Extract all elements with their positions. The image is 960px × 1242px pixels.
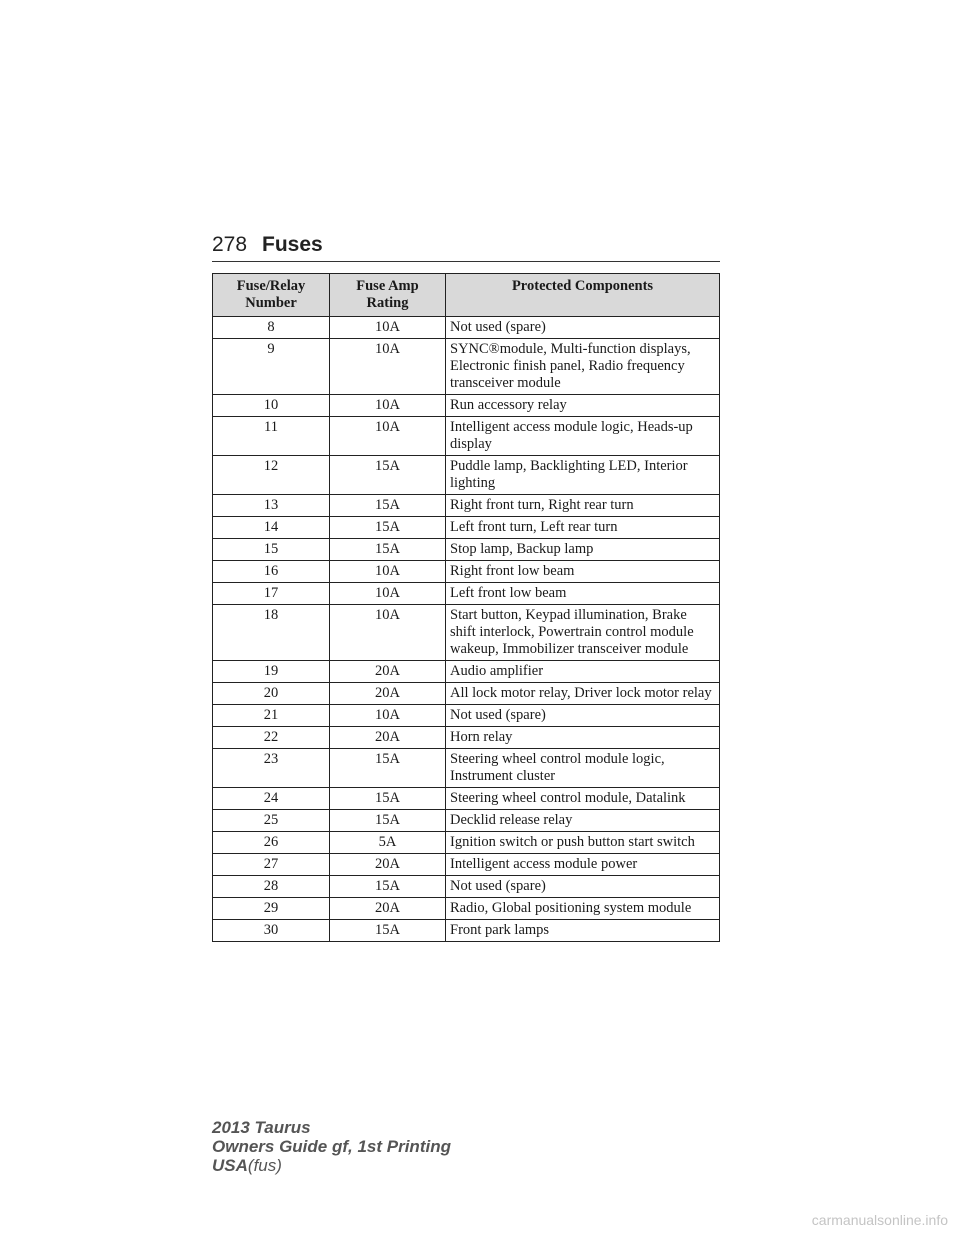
fuse-number-cell: 16 — [213, 561, 330, 583]
fuse-number-cell: 23 — [213, 749, 330, 788]
protected-components-cell: Intelligent access module logic, Heads-up display — [446, 417, 720, 456]
table-row — [213, 495, 720, 517]
fuse-table — [212, 273, 720, 942]
fuse-number-cell: 21 — [213, 705, 330, 727]
table-row — [213, 517, 720, 539]
table-row — [213, 832, 720, 854]
footer-region — [212, 1156, 451, 1175]
section-title: Fuses — [262, 233, 323, 256]
fuse-amp-cell: 20A — [330, 854, 446, 876]
table-row — [213, 605, 720, 661]
protected-components-cell: Steering wheel control module logic, Instrument cluster — [446, 749, 720, 788]
fuse-number-cell: 27 — [213, 854, 330, 876]
table-row — [213, 583, 720, 605]
fuse-amp-cell: 15A — [330, 876, 446, 898]
table-row — [213, 810, 720, 832]
table-row — [213, 727, 720, 749]
table-row — [213, 561, 720, 583]
fuse-number-cell: 20 — [213, 683, 330, 705]
table-row — [213, 705, 720, 727]
table-row — [213, 456, 720, 495]
protected-components-cell: Steering wheel control module, Datalink — [446, 788, 720, 810]
fuse-number-cell: 28 — [213, 876, 330, 898]
fuse-amp-cell: 5A — [330, 832, 446, 854]
fuse-number-cell: 12 — [213, 456, 330, 495]
table-row — [213, 749, 720, 788]
fuse-table-body — [213, 317, 720, 942]
table-header-row — [213, 274, 720, 317]
footer-region-main: USA — [212, 1156, 248, 1175]
footer-guide: Owners Guide gf, 1st Printing — [212, 1137, 451, 1156]
table-row — [213, 898, 720, 920]
fuse-amp-cell: 15A — [330, 788, 446, 810]
fuse-number-cell: 17 — [213, 583, 330, 605]
page-header — [212, 233, 720, 262]
protected-components-cell: Left front turn, Left rear turn — [446, 517, 720, 539]
table-row — [213, 339, 720, 395]
protected-components-cell: Not used (spare) — [446, 317, 720, 339]
fuse-amp-cell: 10A — [330, 339, 446, 395]
protected-components-cell: Ignition switch or push button start switch — [446, 832, 720, 854]
table-row — [213, 854, 720, 876]
fuse-amp-cell: 15A — [330, 495, 446, 517]
fuse-amp-cell: 20A — [330, 898, 446, 920]
page-number: 278 — [212, 233, 248, 256]
fuse-number-cell: 18 — [213, 605, 330, 661]
table-row — [213, 417, 720, 456]
fuse-amp-cell: 15A — [330, 539, 446, 561]
fuse-amp-cell: 20A — [330, 683, 446, 705]
protected-components-cell: SYNC®module, Multi-function displays, Electronic finish panel, Radio frequency transceiver module — [446, 339, 720, 395]
fuse-number-cell: 15 — [213, 539, 330, 561]
protected-components-cell: Intelligent access module power — [446, 854, 720, 876]
fuse-amp-cell: 10A — [330, 417, 446, 456]
protected-components-cell: Start button, Keypad illumination, Brake shift interlock, Powertrain control module wakeup, Immobilizer transceiver module — [446, 605, 720, 661]
fuse-number-cell: 8 — [213, 317, 330, 339]
fuse-amp-cell: 15A — [330, 456, 446, 495]
fuse-number-cell: 25 — [213, 810, 330, 832]
fuse-amp-cell: 10A — [330, 395, 446, 417]
table-row — [213, 661, 720, 683]
table-row — [213, 395, 720, 417]
table-row — [213, 920, 720, 942]
fuse-number-cell: 29 — [213, 898, 330, 920]
protected-components-cell: Stop lamp, Backup lamp — [446, 539, 720, 561]
protected-components-cell: Left front low beam — [446, 583, 720, 605]
fuse-amp-cell: 10A — [330, 705, 446, 727]
protected-components-cell: Not used (spare) — [446, 876, 720, 898]
fuse-number-cell: 13 — [213, 495, 330, 517]
footer-model: 2013 Taurus — [212, 1118, 311, 1137]
fuse-amp-cell: 20A — [330, 727, 446, 749]
fuse-amp-cell: 15A — [330, 920, 446, 942]
protected-components-cell: Puddle lamp, Backlighting LED, Interior lighting — [446, 456, 720, 495]
fuse-number-cell: 11 — [213, 417, 330, 456]
fuse-number-cell: 10 — [213, 395, 330, 417]
fuse-amp-cell: 15A — [330, 517, 446, 539]
fuse-amp-cell: 10A — [330, 605, 446, 661]
fuse-number-cell: 19 — [213, 661, 330, 683]
fuse-amp-cell: 20A — [330, 661, 446, 683]
protected-components-cell: All lock motor relay, Driver lock motor relay — [446, 683, 720, 705]
protected-components-cell: Front park lamps — [446, 920, 720, 942]
table-row — [213, 317, 720, 339]
footer-region-suffix: (fus) — [247, 1156, 282, 1175]
fuse-number-cell: 22 — [213, 727, 330, 749]
protected-components-cell: Audio amplifier — [446, 661, 720, 683]
fuse-amp-cell: 15A — [330, 810, 446, 832]
table-row — [213, 683, 720, 705]
protected-components-cell: Right front low beam — [446, 561, 720, 583]
fuse-number-cell: 14 — [213, 517, 330, 539]
header-fuse-relay-number: Fuse/Relay Number — [213, 274, 330, 317]
fuse-amp-cell: 10A — [330, 583, 446, 605]
protected-components-cell: Radio, Global positioning system module — [446, 898, 720, 920]
protected-components-cell: Run accessory relay — [446, 395, 720, 417]
fuse-number-cell: 9 — [213, 339, 330, 395]
fuse-number-cell: 26 — [213, 832, 330, 854]
table-row — [213, 539, 720, 561]
fuse-amp-cell: 10A — [330, 317, 446, 339]
fuse-amp-cell: 10A — [330, 561, 446, 583]
protected-components-cell: Right front turn, Right rear turn — [446, 495, 720, 517]
header-protected-components: Protected Components — [446, 274, 720, 317]
protected-components-cell: Not used (spare) — [446, 705, 720, 727]
fuse-number-cell: 24 — [213, 788, 330, 810]
fuse-amp-cell: 15A — [330, 749, 446, 788]
table-row — [213, 788, 720, 810]
fuse-number-cell: 30 — [213, 920, 330, 942]
table-row — [213, 876, 720, 898]
protected-components-cell: Horn relay — [446, 727, 720, 749]
watermark: carmanualsonline.info — [811, 1212, 948, 1228]
document-footer — [212, 1118, 451, 1175]
header-fuse-amp-rating: Fuse Amp Rating — [330, 274, 446, 317]
protected-components-cell: Decklid release relay — [446, 810, 720, 832]
